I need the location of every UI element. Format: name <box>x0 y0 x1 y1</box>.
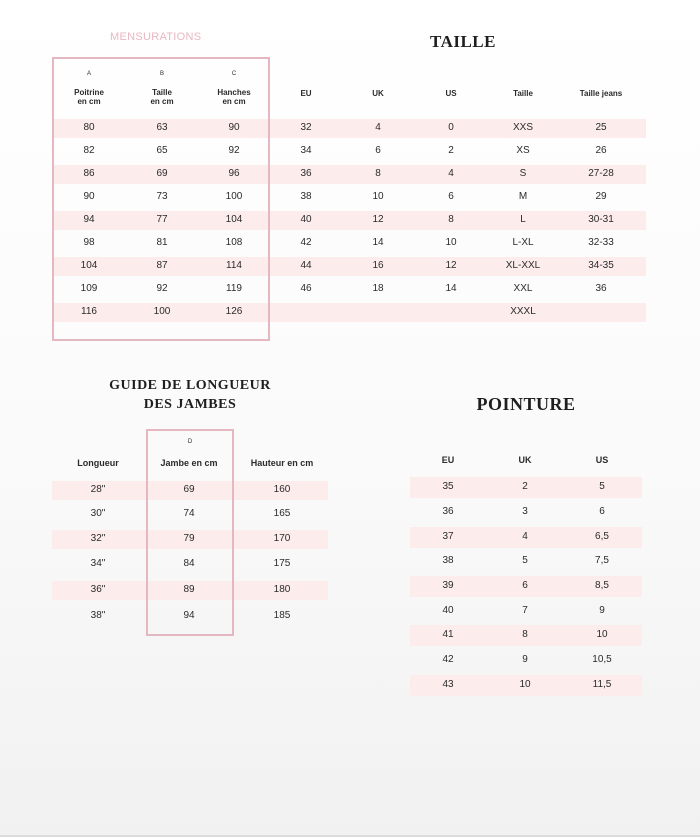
column-letter: D <box>187 439 193 445</box>
taille-title: TAILLE <box>430 32 496 51</box>
table-cell: 185 <box>273 610 291 621</box>
column-header: Hauteur en cm <box>250 458 314 468</box>
table-cell: 29 <box>595 191 607 202</box>
table-cell: 5 <box>599 481 605 492</box>
mensurations-label: MENSURATIONS <box>110 31 202 43</box>
table-cell: 14 <box>372 237 384 248</box>
table-cell: 165 <box>273 508 291 519</box>
table-cell: XXL <box>513 283 533 294</box>
table-cell: 89 <box>183 584 195 595</box>
table-cell: 36 <box>442 506 454 517</box>
table-cell: 8 <box>522 629 528 640</box>
table-cell: 37 <box>442 531 454 542</box>
table-cell: 126 <box>225 306 243 317</box>
table-cell: 26 <box>595 145 607 156</box>
table-cell: 100 <box>225 191 243 202</box>
table-cell: 8,5 <box>595 580 609 591</box>
table-cell: 4 <box>448 168 454 179</box>
table-cell: 6 <box>375 145 381 156</box>
table-cell: 14 <box>445 283 457 294</box>
column-letter: A <box>86 71 91 77</box>
table-cell: 98 <box>83 237 95 248</box>
table-cell: 36 <box>595 283 607 294</box>
table-cell: 6 <box>522 580 528 591</box>
table-cell: 12 <box>372 214 384 225</box>
table-cell: 41 <box>442 629 454 640</box>
table-cell: 10 <box>372 191 384 202</box>
table-cell: 4 <box>375 122 381 133</box>
table-cell: 79 <box>183 533 195 544</box>
column-header: Taille en cm <box>150 88 174 106</box>
table-cell: 82 <box>83 145 95 156</box>
column-letter: C <box>231 71 237 77</box>
table-cell: 2 <box>448 145 454 156</box>
table-cell: 11,5 <box>592 679 612 690</box>
table-cell: 94 <box>83 214 95 225</box>
column-header: EU <box>441 455 455 465</box>
table-cell: 77 <box>156 214 168 225</box>
table-cell: XXXL <box>510 306 536 317</box>
table-cell: 7 <box>522 605 528 616</box>
table-cell: 175 <box>273 558 291 569</box>
table-cell: XL-XXL <box>505 260 541 271</box>
legs-title-line2: DES JAMBES <box>143 397 237 412</box>
table-cell: 84 <box>183 558 195 569</box>
table-cell: 104 <box>80 260 98 271</box>
table-cell: 114 <box>226 260 242 271</box>
table-cell: 10 <box>519 679 531 690</box>
table-cell: 96 <box>228 168 240 179</box>
table-cell: 10 <box>445 237 457 248</box>
table-cell: 12 <box>445 260 457 271</box>
table-cell: 92 <box>156 283 168 294</box>
table-cell: 10,5 <box>592 654 612 665</box>
table-cell: 35 <box>442 481 454 492</box>
table-cell: 28" <box>90 484 106 495</box>
column-header: Poitrine en cm <box>74 88 104 106</box>
table-cell: L-XL <box>512 237 534 248</box>
table-cell: 34-35 <box>588 260 614 271</box>
column-header: UK <box>518 455 532 465</box>
table-cell: 46 <box>300 283 312 294</box>
table-cell: 30-31 <box>588 214 614 225</box>
table-cell: 38" <box>90 610 106 621</box>
table-cell: 39 <box>442 580 454 591</box>
column-header: US <box>595 455 609 465</box>
table-cell: 94 <box>183 610 195 621</box>
table-cell: 69 <box>156 168 168 179</box>
table-cell: 42 <box>442 654 454 665</box>
table-cell: 4 <box>522 531 528 542</box>
table-cell: 6 <box>599 506 605 517</box>
table-cell: 180 <box>273 584 291 595</box>
table-cell: 36 <box>300 168 312 179</box>
table-cell: 104 <box>225 214 243 225</box>
table-cell: 119 <box>226 283 242 294</box>
table-cell: 92 <box>228 145 240 156</box>
table-cell: 8 <box>448 214 454 225</box>
table-cell: 27-28 <box>588 168 614 179</box>
table-cell: 3 <box>522 506 528 517</box>
table-cell: 36" <box>90 584 106 595</box>
table-cell: 0 <box>448 122 454 133</box>
table-cell: 109 <box>80 283 98 294</box>
column-header: Jambe en cm <box>160 458 218 468</box>
table-cell: 30" <box>90 508 106 519</box>
table-cell: 81 <box>156 237 168 248</box>
table-cell: 6 <box>448 191 454 202</box>
table-cell: 65 <box>156 145 168 156</box>
table-cell: 42 <box>300 237 312 248</box>
table-cell: 160 <box>273 484 291 495</box>
table-cell: 38 <box>442 555 454 566</box>
table-cell: 34 <box>300 145 312 156</box>
column-header: US <box>445 89 457 98</box>
table-cell: M <box>518 191 528 202</box>
column-header: Hanches en cm <box>217 88 251 106</box>
table-cell: 44 <box>300 260 312 271</box>
table-cell: 38 <box>300 191 312 202</box>
table-cell: 25 <box>595 122 607 133</box>
table-cell: 116 <box>81 306 97 317</box>
table-cell: 108 <box>225 237 243 248</box>
table-cell: XXS <box>512 122 533 133</box>
table-cell: 32 <box>300 122 312 133</box>
table-cell: 69 <box>183 484 195 495</box>
table-cell: 40 <box>442 605 454 616</box>
table-cell: 7,5 <box>595 555 609 566</box>
table-cell: 16 <box>372 260 384 271</box>
column-header: Longueur <box>77 458 119 468</box>
table-cell: 18 <box>372 283 384 294</box>
column-header: UK <box>372 89 384 98</box>
column-header: EU <box>300 89 312 98</box>
table-cell: 80 <box>83 122 95 133</box>
table-cell: 2 <box>522 481 528 492</box>
table-cell: L <box>520 214 526 225</box>
table-cell: 6,5 <box>595 531 609 542</box>
table-cell: 32" <box>90 533 106 544</box>
table-cell: 170 <box>273 533 291 544</box>
column-header: Taille <box>513 89 533 98</box>
table-cell: 74 <box>183 508 195 519</box>
table-cell: 10 <box>596 629 608 640</box>
table-cell: S <box>519 168 527 179</box>
table-cell: 8 <box>375 168 381 179</box>
table-cell: 32-33 <box>588 237 614 248</box>
table-cell: 63 <box>156 122 168 133</box>
table-cell: 34" <box>90 558 106 569</box>
table-cell: 100 <box>153 306 171 317</box>
table-cell: 87 <box>156 260 168 271</box>
table-cell: 9 <box>599 605 605 616</box>
table-cell: 5 <box>522 555 528 566</box>
table-cell: XS <box>516 145 530 156</box>
pointure-title: POINTURE <box>476 394 576 414</box>
column-header: Taille jeans <box>579 89 623 98</box>
table-cell: 9 <box>522 654 528 665</box>
table-cell: 90 <box>83 191 95 202</box>
legs-title-line1: GUIDE DE LONGUEUR <box>109 378 271 393</box>
table-cell: 90 <box>228 122 240 133</box>
table-cell: 86 <box>83 168 95 179</box>
table-cell: 40 <box>300 214 312 225</box>
column-letter: B <box>159 71 164 77</box>
table-cell: 43 <box>442 679 454 690</box>
table-cell: 73 <box>156 191 168 202</box>
